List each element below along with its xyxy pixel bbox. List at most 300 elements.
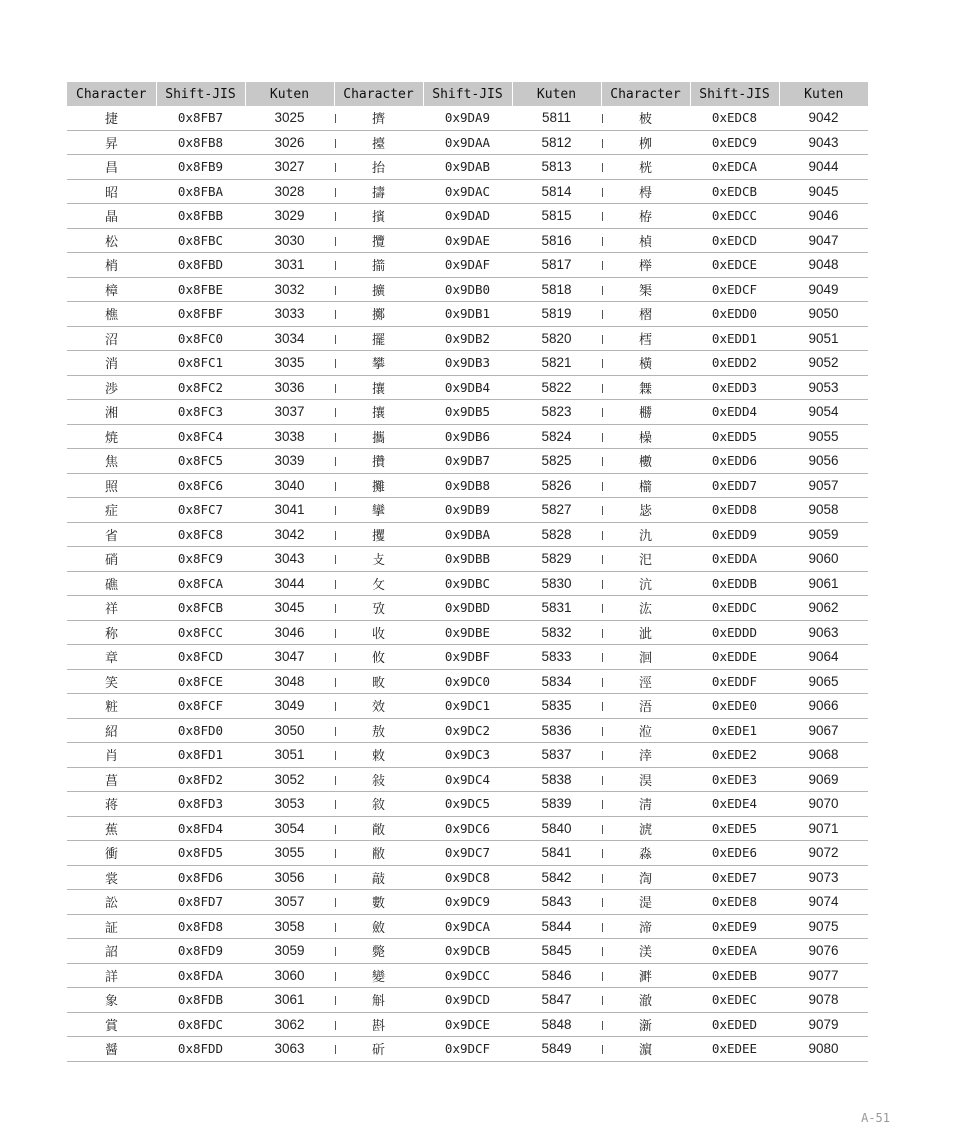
table-row [67, 571, 868, 596]
table-row [67, 277, 868, 302]
shift-jis-cell: 0x9DC2 [423, 718, 512, 743]
character-cell: 攣 [334, 498, 423, 523]
kuten-cell: 3029 [245, 204, 334, 229]
shift-jis-cell: 0xEDD0 [690, 302, 779, 327]
shift-jis-cell: 0xEDDE [690, 645, 779, 670]
shift-jis-cell: 0x9DCB [423, 939, 512, 964]
shift-jis-cell: 0x8FD4 [156, 816, 245, 841]
kuten-cell: 3034 [245, 326, 334, 351]
shift-jis-cell: 0x8FB8 [156, 130, 245, 155]
shift-jis-cell: 0x8FCE [156, 669, 245, 694]
character-cell: 敍 [334, 767, 423, 792]
character-cell: 變 [334, 963, 423, 988]
kuten-cell: 5816 [512, 228, 601, 253]
table-row [67, 253, 868, 278]
header-kuten-3: Kuten [779, 82, 868, 106]
kuten-cell: 5828 [512, 522, 601, 547]
character-cell: 渼 [601, 939, 690, 964]
shift-jis-cell: 0xEDD8 [690, 498, 779, 523]
character-cell: 攵 [334, 571, 423, 596]
character-cell: 省 [67, 522, 156, 547]
shift-jis-cell: 0x8FC2 [156, 375, 245, 400]
character-cell: 擡 [334, 130, 423, 155]
header-shift-jis-2: Shift-JIS [423, 82, 512, 106]
shift-jis-cell: 0x9DB8 [423, 473, 512, 498]
table-row [67, 522, 868, 547]
table-row [67, 179, 868, 204]
kuten-cell: 9075 [779, 914, 868, 939]
character-cell: 擣 [334, 179, 423, 204]
character-cell: 收 [334, 620, 423, 645]
character-cell: 湘 [67, 400, 156, 425]
kuten-cell: 5829 [512, 547, 601, 572]
kuten-cell: 3059 [245, 939, 334, 964]
shift-jis-cell: 0xEDDB [690, 571, 779, 596]
shift-jis-cell: 0x9DCC [423, 963, 512, 988]
character-cell: 涇 [601, 669, 690, 694]
kuten-cell: 5841 [512, 841, 601, 866]
kuten-cell: 3056 [245, 865, 334, 890]
kuten-cell: 3053 [245, 792, 334, 817]
shift-jis-cell: 0x8FBD [156, 253, 245, 278]
shift-jis-cell: 0x8FCD [156, 645, 245, 670]
kuten-cell: 3040 [245, 473, 334, 498]
character-cell: 松 [67, 228, 156, 253]
kuten-cell: 9042 [779, 106, 868, 130]
character-cell: 泚 [601, 620, 690, 645]
shift-jis-cell: 0x9DAA [423, 130, 512, 155]
character-cell: 攸 [334, 645, 423, 670]
kuten-cell: 5827 [512, 498, 601, 523]
character-cell: 礁 [67, 571, 156, 596]
table-row [67, 645, 868, 670]
character-cell: 硝 [67, 547, 156, 572]
character-cell: 栁 [601, 130, 690, 155]
table-row [67, 106, 868, 130]
kuten-cell: 3027 [245, 155, 334, 180]
character-cell: 肖 [67, 743, 156, 768]
kuten-cell: 9051 [779, 326, 868, 351]
shift-jis-cell: 0x9DAF [423, 253, 512, 278]
character-cell: 橳 [601, 400, 690, 425]
header-character-3: Character [601, 82, 690, 106]
kuten-cell: 9059 [779, 522, 868, 547]
table-row [67, 375, 868, 400]
table-row [67, 424, 868, 449]
kuten-cell: 5818 [512, 277, 601, 302]
header-shift-jis-1: Shift-JIS [156, 82, 245, 106]
shift-jis-cell: 0xEDDA [690, 547, 779, 572]
kuten-cell: 3050 [245, 718, 334, 743]
shift-jis-cell: 0xEDD4 [690, 400, 779, 425]
character-cell: 濵 [601, 1037, 690, 1062]
kuten-cell: 5845 [512, 939, 601, 964]
table-row [67, 963, 868, 988]
header-character-1: Character [67, 82, 156, 106]
kuten-cell: 3062 [245, 1012, 334, 1037]
shift-jis-cell: 0x9DB4 [423, 375, 512, 400]
kuten-cell: 9072 [779, 841, 868, 866]
shift-jis-cell: 0x8FC9 [156, 547, 245, 572]
shift-jis-cell: 0xEDED [690, 1012, 779, 1037]
shift-jis-cell: 0x8FBF [156, 302, 245, 327]
character-cell: 晶 [67, 204, 156, 229]
character-cell: 攜 [334, 424, 423, 449]
table-row [67, 669, 868, 694]
shift-jis-cell: 0x9DB7 [423, 449, 512, 474]
kuten-cell: 3045 [245, 596, 334, 621]
table-row [67, 890, 868, 915]
kuten-cell: 3057 [245, 890, 334, 915]
shift-jis-cell: 0x9DC8 [423, 865, 512, 890]
character-cell: 菖 [67, 767, 156, 792]
character-cell: 攀 [334, 351, 423, 376]
kuten-cell: 9053 [779, 375, 868, 400]
character-cell: 沼 [67, 326, 156, 351]
shift-jis-cell: 0x9DAE [423, 228, 512, 253]
shift-jis-cell: 0x9DB2 [423, 326, 512, 351]
table-row [67, 939, 868, 964]
kuten-cell: 5846 [512, 963, 601, 988]
kuten-cell: 5842 [512, 865, 601, 890]
shift-jis-cell: 0xEDDF [690, 669, 779, 694]
character-cell: 擯 [334, 204, 423, 229]
character-cell: 氿 [601, 522, 690, 547]
character-cell: 橾 [601, 424, 690, 449]
character-cell: 浯 [601, 694, 690, 719]
kuten-cell: 5836 [512, 718, 601, 743]
shift-jis-cell: 0x8FBE [156, 277, 245, 302]
character-cell: 擴 [334, 277, 423, 302]
character-cell: 樟 [67, 277, 156, 302]
kuten-cell: 9063 [779, 620, 868, 645]
shift-jis-cell: 0x8FCA [156, 571, 245, 596]
character-cell: 涬 [601, 743, 690, 768]
character-cell: 效 [334, 694, 423, 719]
kuten-cell: 3032 [245, 277, 334, 302]
character-cell: 橫 [601, 351, 690, 376]
shift-jis-cell: 0x9DB0 [423, 277, 512, 302]
shift-jis-cell: 0x8FCB [156, 596, 245, 621]
shift-jis-cell: 0xEDE6 [690, 841, 779, 866]
character-cell: 攘 [334, 400, 423, 425]
shift-jis-cell: 0x9DBF [423, 645, 512, 670]
character-cell: 擶 [334, 253, 423, 278]
kuten-cell: 5840 [512, 816, 601, 841]
character-cell: 渧 [601, 914, 690, 939]
shift-jis-cell: 0x8FDD [156, 1037, 245, 1062]
kuten-cell: 9074 [779, 890, 868, 915]
kuten-cell: 5835 [512, 694, 601, 719]
kuten-cell: 5821 [512, 351, 601, 376]
kuten-cell: 3038 [245, 424, 334, 449]
character-cell: 梢 [67, 253, 156, 278]
shift-jis-cell: 0x8FD0 [156, 718, 245, 743]
table-row [67, 400, 868, 425]
kuten-cell: 9056 [779, 449, 868, 474]
table-row [67, 792, 868, 817]
shift-jis-cell: 0xEDD3 [690, 375, 779, 400]
character-cell: 洄 [601, 645, 690, 670]
character-cell: 敲 [334, 865, 423, 890]
kuten-cell: 5812 [512, 130, 601, 155]
kuten-cell: 9070 [779, 792, 868, 817]
shift-jis-cell: 0xEDEC [690, 988, 779, 1013]
kuten-cell: 9069 [779, 767, 868, 792]
shift-jis-cell: 0x9DB5 [423, 400, 512, 425]
character-cell: 樵 [67, 302, 156, 327]
character-cell: 賞 [67, 1012, 156, 1037]
kuten-cell: 3048 [245, 669, 334, 694]
character-cell: 淏 [601, 767, 690, 792]
kuten-cell: 5839 [512, 792, 601, 817]
shift-jis-cell: 0x9DBE [423, 620, 512, 645]
character-cell: 昌 [67, 155, 156, 180]
character-cell: 粧 [67, 694, 156, 719]
shift-jis-cell: 0xEDE7 [690, 865, 779, 890]
character-cell: 攢 [334, 449, 423, 474]
character-cell: 棏 [601, 179, 690, 204]
shift-jis-cell: 0x9DC0 [423, 669, 512, 694]
shift-jis-cell: 0x8FCF [156, 694, 245, 719]
kuten-cell: 5815 [512, 204, 601, 229]
character-cell: 昭 [67, 179, 156, 204]
character-cell: 衝 [67, 841, 156, 866]
kuten-cell: 3025 [245, 106, 334, 130]
shift-jis-cell: 0xEDD6 [690, 449, 779, 474]
kuten-cell: 5833 [512, 645, 601, 670]
shift-jis-cell: 0x9DCD [423, 988, 512, 1013]
character-cell: 消 [67, 351, 156, 376]
kuten-cell: 3060 [245, 963, 334, 988]
kuten-cell: 9055 [779, 424, 868, 449]
table-row [67, 547, 868, 572]
shift-jis-cell: 0xEDE3 [690, 767, 779, 792]
character-cell: 攴 [334, 547, 423, 572]
character-cell: 醤 [67, 1037, 156, 1062]
kuten-cell: 9066 [779, 694, 868, 719]
character-cell: 象 [67, 988, 156, 1013]
header-character-2: Character [334, 82, 423, 106]
table-row [67, 694, 868, 719]
table-row [67, 914, 868, 939]
kuten-cell: 9078 [779, 988, 868, 1013]
table-row [67, 596, 868, 621]
shift-jis-cell: 0xEDDC [690, 596, 779, 621]
kuten-cell: 3049 [245, 694, 334, 719]
kuten-cell: 5820 [512, 326, 601, 351]
kuten-cell: 3055 [245, 841, 334, 866]
kuten-cell: 3037 [245, 400, 334, 425]
character-cell: 淼 [601, 841, 690, 866]
shift-jis-cell: 0xEDE8 [690, 890, 779, 915]
character-cell: 敝 [334, 841, 423, 866]
kuten-cell: 3058 [245, 914, 334, 939]
shift-jis-cell: 0xEDE2 [690, 743, 779, 768]
character-cell: 栫 [601, 204, 690, 229]
kuten-cell: 9046 [779, 204, 868, 229]
shift-jis-cell: 0xEDCF [690, 277, 779, 302]
shift-jis-cell: 0xEDDD [690, 620, 779, 645]
character-cell: 紹 [67, 718, 156, 743]
shift-jis-cell: 0x9DBD [423, 596, 512, 621]
kuten-cell: 3028 [245, 179, 334, 204]
kuten-cell: 3031 [245, 253, 334, 278]
character-code-table [67, 82, 868, 1062]
character-cell: 攘 [334, 375, 423, 400]
character-cell: 橆 [601, 375, 690, 400]
shift-jis-cell: 0x9DC6 [423, 816, 512, 841]
kuten-cell: 9064 [779, 645, 868, 670]
character-cell: 溿 [601, 963, 690, 988]
kuten-cell: 9045 [779, 179, 868, 204]
shift-jis-cell: 0x8FCC [156, 620, 245, 645]
shift-jis-cell: 0x8FD9 [156, 939, 245, 964]
shift-jis-cell: 0x8FC8 [156, 522, 245, 547]
kuten-cell: 9049 [779, 277, 868, 302]
header-kuten-1: Kuten [245, 82, 334, 106]
shift-jis-cell: 0x9DC9 [423, 890, 512, 915]
header-shift-jis-3: Shift-JIS [690, 82, 779, 106]
table-row [67, 865, 868, 890]
kuten-cell: 3035 [245, 351, 334, 376]
shift-jis-cell: 0xEDEE [690, 1037, 779, 1062]
kuten-cell: 5843 [512, 890, 601, 915]
shift-jis-cell: 0x9DC7 [423, 841, 512, 866]
shift-jis-cell: 0x8FB7 [156, 106, 245, 130]
shift-jis-cell: 0x8FD2 [156, 767, 245, 792]
kuten-cell: 9065 [779, 669, 868, 694]
kuten-cell: 5825 [512, 449, 601, 474]
shift-jis-cell: 0x9DBA [423, 522, 512, 547]
character-cell: 祥 [67, 596, 156, 621]
shift-jis-cell: 0xEDCA [690, 155, 779, 180]
character-cell: 症 [67, 498, 156, 523]
character-cell: 渉 [67, 375, 156, 400]
shift-jis-cell: 0x9DBB [423, 547, 512, 572]
table-row [67, 1012, 868, 1037]
character-cell: 斟 [334, 1012, 423, 1037]
shift-jis-cell: 0x9DCF [423, 1037, 512, 1062]
shift-jis-cell: 0x8FBA [156, 179, 245, 204]
kuten-cell: 9060 [779, 547, 868, 572]
kuten-cell: 3054 [245, 816, 334, 841]
character-cell: 渹 [601, 865, 690, 890]
header-kuten-2: Kuten [512, 82, 601, 106]
table-header-row [67, 82, 868, 106]
character-cell: 蒋 [67, 792, 156, 817]
shift-jis-cell: 0x8FB9 [156, 155, 245, 180]
table-row [67, 1037, 868, 1062]
character-cell: 斃 [334, 939, 423, 964]
character-cell: 照 [67, 473, 156, 498]
kuten-cell: 9080 [779, 1037, 868, 1062]
character-cell: 焦 [67, 449, 156, 474]
character-cell: 訟 [67, 890, 156, 915]
kuten-cell: 5831 [512, 596, 601, 621]
character-cell: 柀 [601, 106, 690, 130]
shift-jis-cell: 0x8FBB [156, 204, 245, 229]
shift-jis-cell: 0xEDD2 [690, 351, 779, 376]
shift-jis-cell: 0x8FD1 [156, 743, 245, 768]
shift-jis-cell: 0x8FD6 [156, 865, 245, 890]
shift-jis-cell: 0xEDE0 [690, 694, 779, 719]
kuten-cell: 9044 [779, 155, 868, 180]
kuten-cell: 5811 [512, 106, 601, 130]
shift-jis-cell: 0x9DCE [423, 1012, 512, 1037]
shift-jis-cell: 0xEDCD [690, 228, 779, 253]
shift-jis-cell: 0x8FBC [156, 228, 245, 253]
table-row [67, 498, 868, 523]
character-cell: 毖 [601, 498, 690, 523]
kuten-cell: 5826 [512, 473, 601, 498]
kuten-cell: 3046 [245, 620, 334, 645]
kuten-cell: 5817 [512, 253, 601, 278]
shift-jis-cell: 0xEDCC [690, 204, 779, 229]
kuten-cell: 5832 [512, 620, 601, 645]
kuten-cell: 3052 [245, 767, 334, 792]
kuten-cell: 9048 [779, 253, 868, 278]
character-cell: 澵 [601, 1012, 690, 1037]
shift-jis-cell: 0xEDD9 [690, 522, 779, 547]
kuten-cell: 3044 [245, 571, 334, 596]
shift-jis-cell: 0x9DAC [423, 179, 512, 204]
page-number: A-51 [861, 1111, 890, 1125]
kuten-cell: 3041 [245, 498, 334, 523]
shift-jis-cell: 0xEDE1 [690, 718, 779, 743]
kuten-cell: 5822 [512, 375, 601, 400]
character-cell: 斛 [334, 988, 423, 1013]
shift-jis-cell: 0xEDE4 [690, 792, 779, 817]
table-row [67, 204, 868, 229]
table-row [67, 155, 868, 180]
kuten-cell: 5830 [512, 571, 601, 596]
character-cell: 抬 [334, 155, 423, 180]
kuten-cell: 5834 [512, 669, 601, 694]
shift-jis-cell: 0x9DB6 [423, 424, 512, 449]
shift-jis-cell: 0x9DC1 [423, 694, 512, 719]
shift-jis-cell: 0x9DA9 [423, 106, 512, 130]
shift-jis-cell: 0x9DB9 [423, 498, 512, 523]
kuten-cell: 9047 [779, 228, 868, 253]
shift-jis-cell: 0xEDC9 [690, 130, 779, 155]
kuten-cell: 9067 [779, 718, 868, 743]
kuten-cell: 3039 [245, 449, 334, 474]
shift-jis-cell: 0x8FD5 [156, 841, 245, 866]
shift-jis-cell: 0xEDEA [690, 939, 779, 964]
kuten-cell: 5819 [512, 302, 601, 327]
kuten-cell: 5823 [512, 400, 601, 425]
shift-jis-cell: 0x8FC5 [156, 449, 245, 474]
table-row [67, 620, 868, 645]
character-cell: 汜 [601, 547, 690, 572]
character-cell: 榉 [601, 253, 690, 278]
character-cell: 楨 [601, 228, 690, 253]
shift-jis-cell: 0x8FDA [156, 963, 245, 988]
character-cell: 汯 [601, 596, 690, 621]
shift-jis-cell: 0x8FC4 [156, 424, 245, 449]
character-cell: 榘 [601, 277, 690, 302]
table-row [67, 326, 868, 351]
kuten-cell: 3026 [245, 130, 334, 155]
table-body [67, 106, 868, 1061]
shift-jis-cell: 0x8FD3 [156, 792, 245, 817]
shift-jis-cell: 0xEDC8 [690, 106, 779, 130]
character-cell: 斂 [334, 914, 423, 939]
shift-jis-cell: 0x8FC7 [156, 498, 245, 523]
table-row [67, 841, 868, 866]
kuten-cell: 5813 [512, 155, 601, 180]
